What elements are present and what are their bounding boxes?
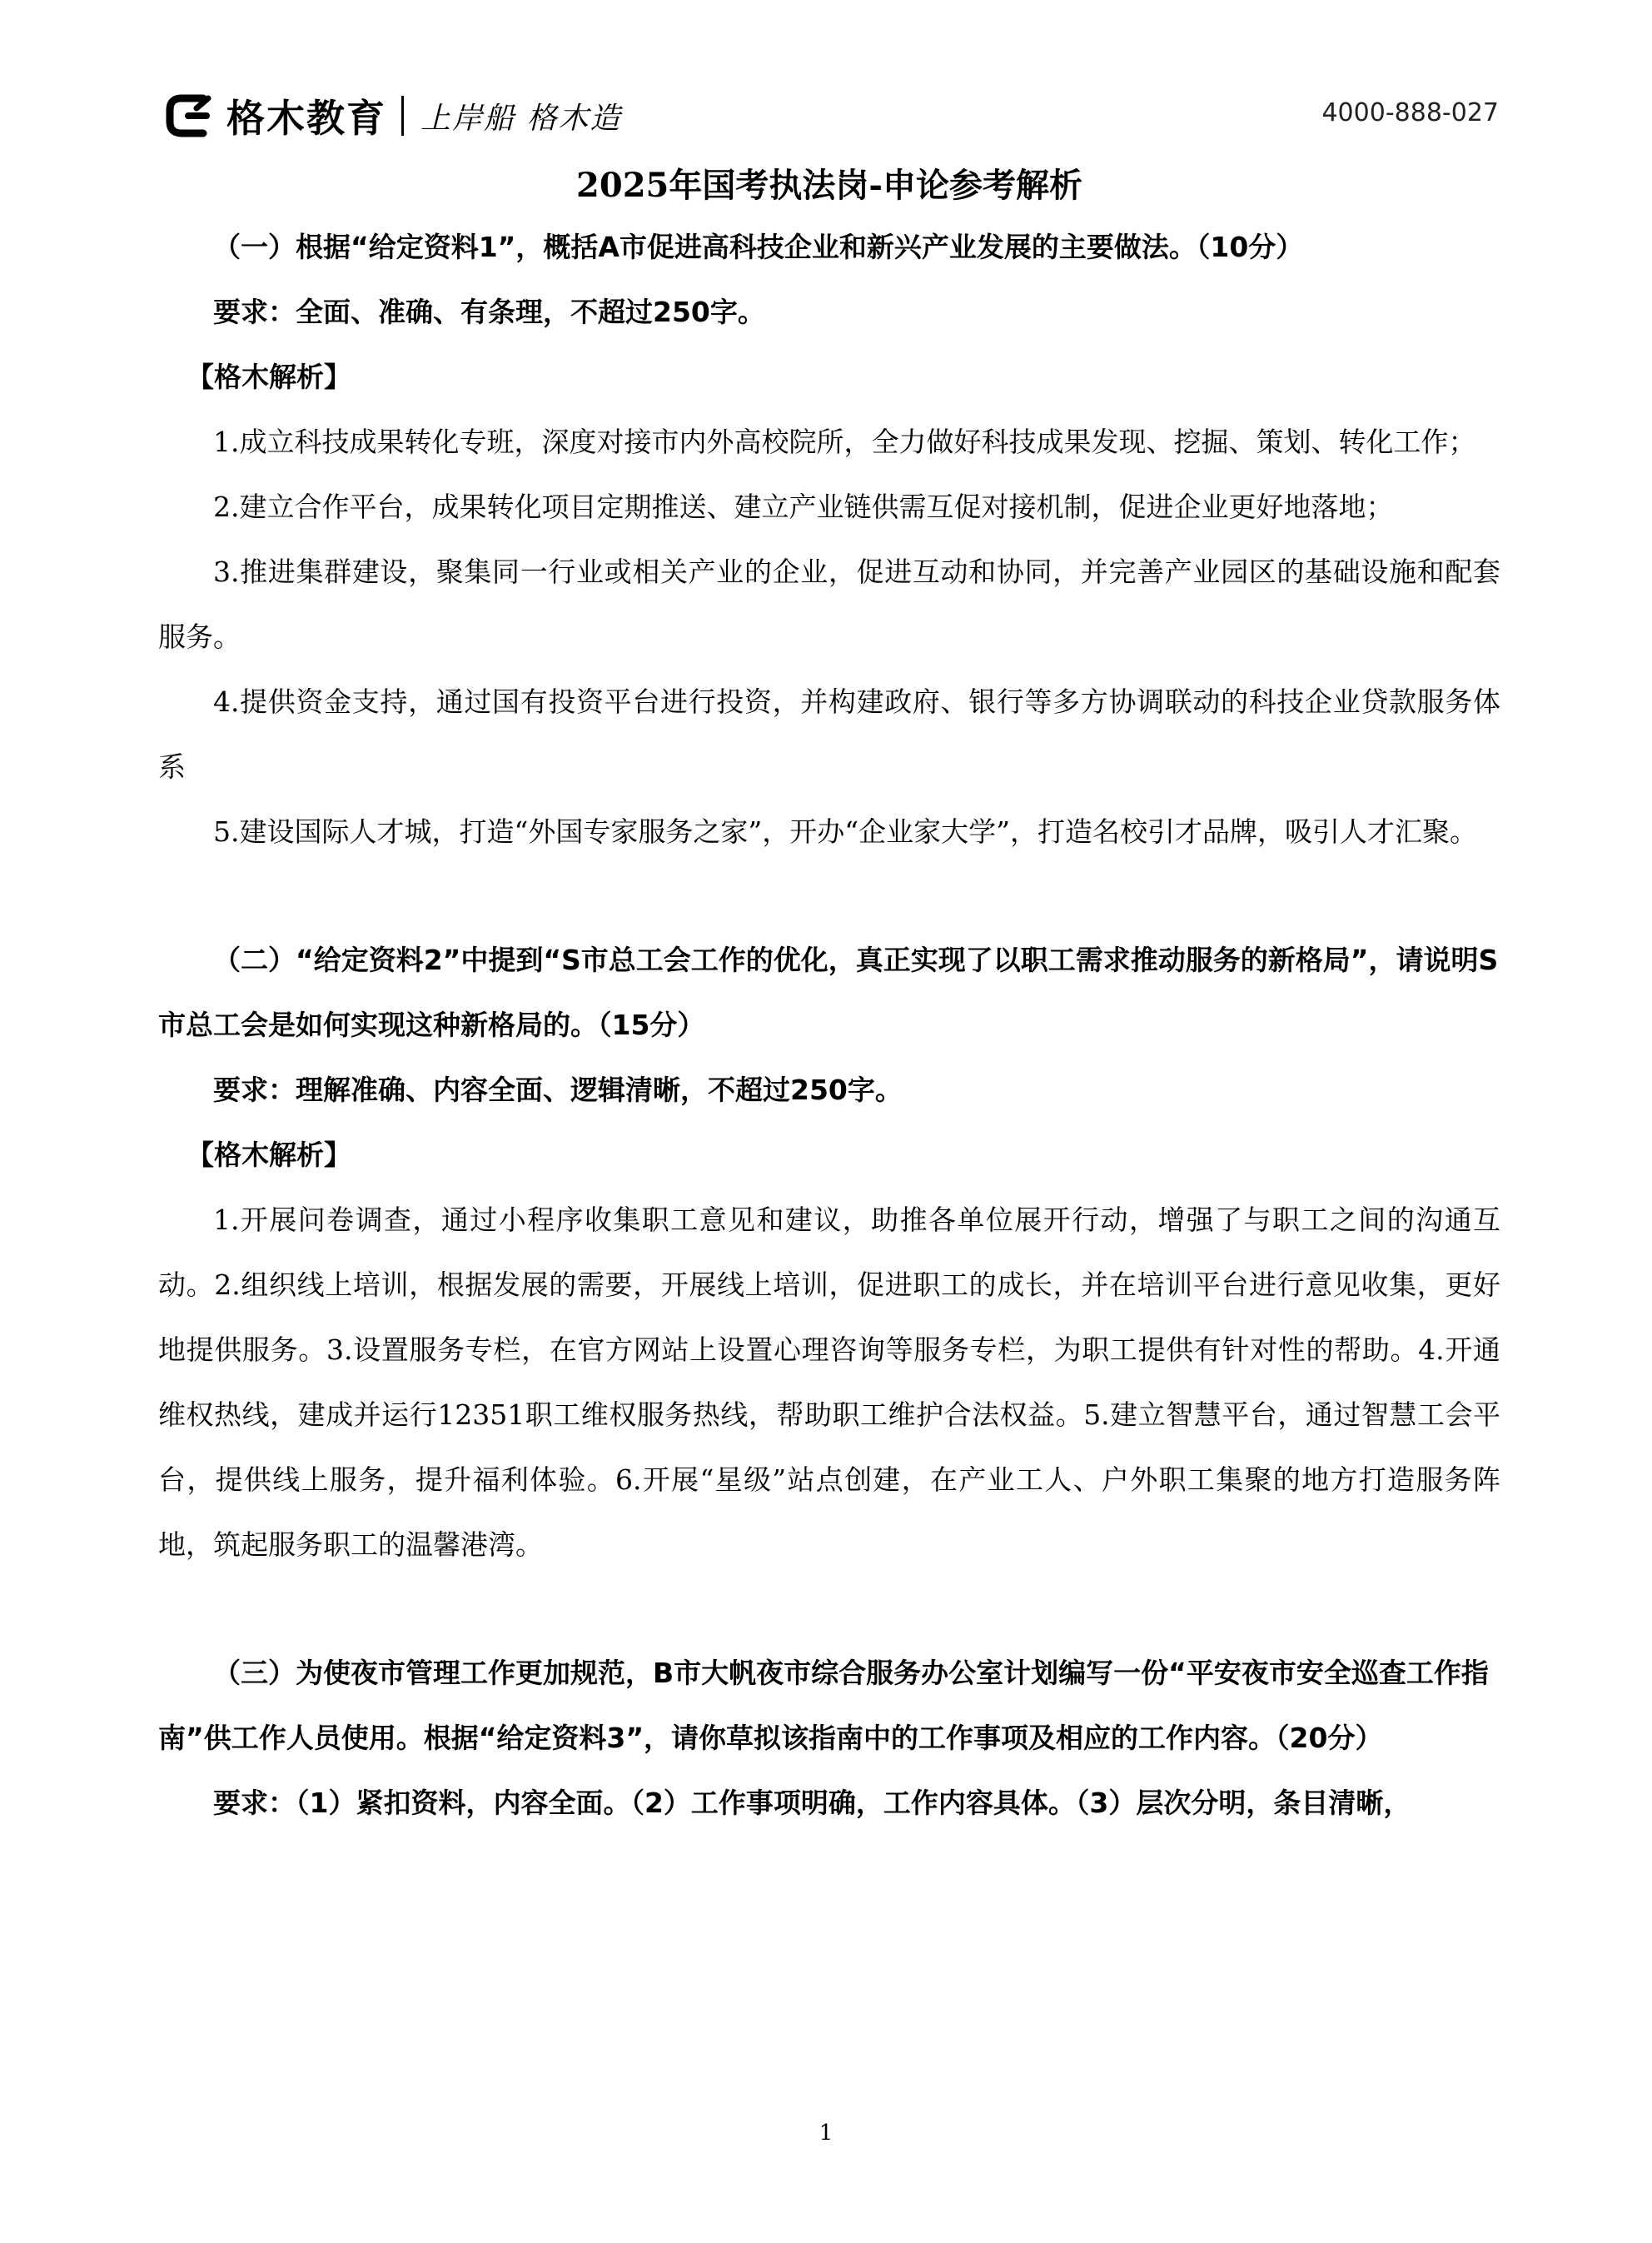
answer-paragraph: 1.开展问卷调查，通过小程序收集职工意见和建议，助推各单位展开行动，增强了与职工之间的沟通互动。2.组织线上培训，根据发展的需要，开展线上培训，促进职工的成长，并在培训平台进行意见收集，更好地提供服务。3.设置服务专栏，在官方网站上设置心理咨询等服务专栏，为职工提供有针对性的帮助。4.开通维权热线，建成并运行12351职工维权服务热线，帮助职工维护合法权益。5.建立智慧平台，通过智慧工会平台，提供线上服务，提升福利体验。6.开展“星级”站点创建，在产业工人、户外职工集聚的地方打造服务阵地，筑起服务职工的温馨港湾。 bbox=[158, 1204, 1500, 1561]
question-section-1 bbox=[158, 215, 1500, 865]
answer-point: 1.成立科技成果转化专班，深度对接市内外高校院所，全力做好科技成果发现、挖掘、策划、转化工作； bbox=[213, 426, 1476, 458]
analysis-label: 【格木解析】 bbox=[187, 361, 351, 393]
answer-point: 4.提供资金支持，通过国有投资平台进行投资，并构建政府、银行等多方协调联动的科技企业贷款服务体系 bbox=[158, 685, 1500, 783]
page-number: 1 bbox=[819, 2121, 833, 2146]
answer-point: 2.建立合作平台，成果转化项目定期推送、建立产业链供需互促对接机制，促进企业更好地落地； bbox=[213, 491, 1394, 523]
requirement-text: 要求：全面、准确、有条理，不超过250字。 bbox=[213, 296, 765, 328]
brand-logo bbox=[163, 87, 621, 145]
answer-point: 5.建设国际人才城，打造“外国专家服务之家”，开办“企业家大学”，打造名校引才品牌，吸引人才汇聚。 bbox=[213, 815, 1477, 848]
logo-slogan: 上岸船 格木造 bbox=[420, 101, 622, 136]
logo-divider bbox=[401, 96, 404, 136]
requirement-text: 要求：（1）紧扣资料，内容全面。（2）工作事项明确，工作内容具体。（3）层次分明，条目清晰， bbox=[213, 1787, 1411, 1819]
document-content bbox=[158, 157, 1500, 1836]
section-spacer bbox=[158, 1578, 1500, 1641]
question-text: （二）“给定资料2”中提到“S市总工会工作的优化，真正实现了以职工需求推动服务的新格局”，请说明S市总工会是如何实现这种新格局的。（15分） bbox=[158, 944, 1499, 1041]
question-text: （三）为使夜市管理工作更加规范，B市大帆夜市综合服务办公室计划编写一份“平安夜市安全巡查工作指南”供工作人员使用。根据“给定资料3”，请你草拟该指南中的工作事项及相应的工作内容。（20分） bbox=[158, 1657, 1489, 1754]
requirement-text: 要求：理解准确、内容全面、逻辑清晰，不超过250字。 bbox=[213, 1074, 903, 1106]
question-text: （一）根据“给定资料1”，概括A市促进高科技企业和新兴产业发展的主要做法。（10分） bbox=[213, 231, 1304, 263]
section-spacer bbox=[158, 865, 1500, 928]
logo-mark-icon bbox=[163, 90, 215, 142]
document-title: 2025年国考执法岗-申论参考解析 bbox=[576, 166, 1082, 205]
question-section-3 bbox=[158, 1641, 1500, 1836]
analysis-label: 【格木解析】 bbox=[187, 1139, 351, 1171]
logo-text: 格木教育 bbox=[226, 96, 386, 141]
answer-point: 3.推进集群建设，聚集同一行业或相关产业的企业，促进互动和协同，并完善产业园区的基础设施和配套服务。 bbox=[158, 556, 1500, 653]
page-header bbox=[163, 87, 1499, 145]
hotline-number: 4000-888-027 bbox=[1321, 98, 1499, 127]
question-section-2 bbox=[158, 928, 1500, 1578]
